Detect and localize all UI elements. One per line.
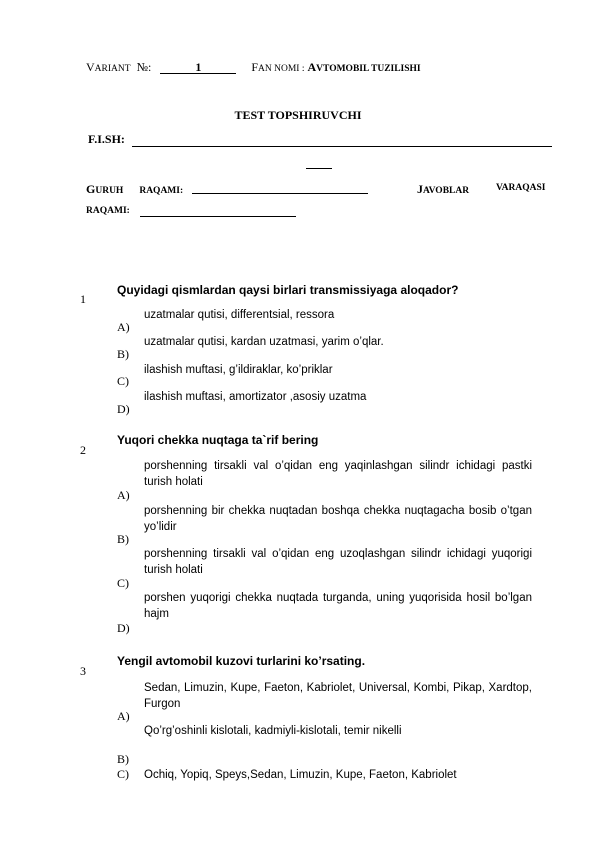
variant-number-field: [160, 61, 236, 74]
variant-symbol: №:: [136, 60, 152, 74]
fan-value: AVTOMOBIL TUZILISHI: [307, 60, 421, 74]
q1-option-a-text[interactable]: uzatmalar qutisi, differentsial, ressora: [144, 309, 335, 321]
variant-number: 1: [195, 60, 202, 74]
q1-option-b-letter[interactable]: B): [117, 347, 129, 361]
question-3-text: Yengil avtomobil kuzovi turlarini ko’rsating.: [117, 654, 366, 668]
question-1-number: 1: [80, 292, 86, 306]
fish-line: [88, 132, 125, 147]
question-1-text: Quyidagi qismlardan qaysi birlari transmissiyaga aloqador?: [117, 283, 459, 297]
q3-option-c-letter[interactable]: C): [117, 767, 129, 781]
q1-option-c-text[interactable]: ilashish muftasi, g’ildiraklar, ko’priklar: [144, 364, 333, 376]
javoblar-raqami-label: RAQAMI:: [86, 206, 130, 216]
fish-underline[interactable]: [132, 146, 552, 147]
guruh-raqami-label: RAQAMI:: [139, 186, 184, 196]
q3-option-b-letter[interactable]: B): [117, 752, 129, 766]
q2-option-c-letter[interactable]: C): [117, 576, 129, 590]
q3-option-a-letter[interactable]: A): [117, 709, 130, 723]
fish-label: F.I.SH:: [88, 132, 125, 146]
fan-label: FAN NOMI :: [251, 60, 305, 74]
q3-option-a-text[interactable]: Sedan, Limuzin, Kupe, Faeton, Kabriolet, Universal, Kombi, Pikap, Xardtop, Furgon: [144, 682, 532, 710]
javoblar-raqami-underline[interactable]: [140, 216, 296, 217]
q3-option-b-text[interactable]: Qo’rg’oshinli kislotali, kadmiyli-kislotali, temir nikelli: [144, 725, 402, 737]
q1-option-b-text[interactable]: uzatmalar qutisi, kardan uzatmasi, yarim o’qlar.: [144, 336, 384, 348]
variant-line: [86, 60, 421, 75]
q1-option-d-letter[interactable]: D): [117, 402, 130, 416]
q1-option-a-letter[interactable]: A): [117, 320, 130, 334]
guruh-underline[interactable]: [192, 193, 368, 194]
question-3-number: 3: [80, 664, 86, 678]
q2-option-a-text[interactable]: porshenning tirsakli val o’qidan eng yaqinlashgan silindr ichidagi pastki turish holati: [144, 460, 532, 488]
q2-option-d-letter[interactable]: D): [117, 621, 130, 635]
question-2-number: 2: [80, 443, 86, 457]
test-title: TEST TOPSHIRUVCHI: [234, 108, 362, 122]
q2-option-c-text[interactable]: porshenning tirsakli val o’qidan eng uzoqlashgan silindr ichidagi yuqorigi turish holati: [144, 548, 532, 576]
question-2-text: Yuqori chekka nuqtaga ta`rif bering: [117, 433, 319, 447]
javoblar-label: JAVOBLAR: [417, 182, 470, 196]
q1-option-d-text[interactable]: ilashish muftasi, amortizator ,asosiy uzatma: [144, 391, 367, 403]
q2-option-b-letter[interactable]: B): [117, 532, 129, 546]
variant-label: VARIANT: [86, 60, 131, 74]
q3-option-c-text[interactable]: Ochiq, Yopiq, Speys,Sedan, Limuzin, Kupe, Faeton, Kabriolet: [144, 769, 457, 781]
guruh-line: GURUH RAQAMI:: [86, 182, 184, 196]
varaqasi-label: VARAQASI: [496, 183, 546, 193]
q2-option-d-text[interactable]: porshen yuqorigi chekka nuqtada turganda, uning yuqorisida hosil bo’lgan hajm: [144, 592, 532, 620]
q1-option-c-letter[interactable]: C): [117, 374, 129, 388]
q2-option-b-text[interactable]: porshenning bir chekka nuqtadan boshqa chekka nuqtagacha bosib o’tgan yo’lidir: [144, 505, 532, 533]
fish-underline-continuation: [306, 168, 332, 169]
q2-option-a-letter[interactable]: A): [117, 488, 130, 502]
